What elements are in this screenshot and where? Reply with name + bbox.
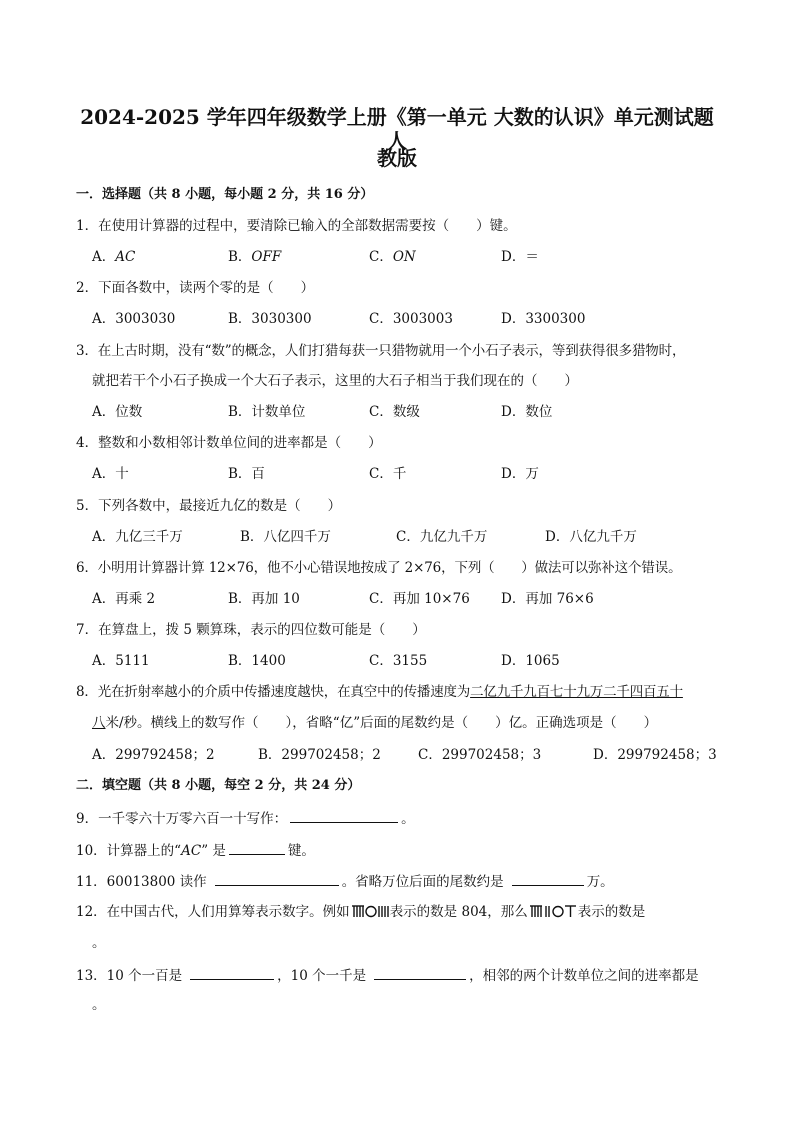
question-5-stem: 5．下列各数中，最接近九亿的数是（ ） (76, 498, 342, 514)
question-5-option-b: B．八亿四千万 (240, 529, 331, 545)
question-8-option-b: B．299702458；2 (258, 747, 381, 763)
question-8-stem-line1: 8．光在折射率越小的介质中传播速度越快，在真空中的传播速度为二亿九千九百七十九万二千四百五十 (76, 684, 683, 700)
answer-blank[interactable] (290, 808, 398, 823)
section-heading-choice: 一．选择题（共 8 小题，每小题 2 分，共 16 分） (76, 187, 374, 202)
question-3-option-a: A．位数 (92, 404, 143, 420)
question-4-option-b: B．百 (228, 466, 265, 482)
question-8-underlined-number: 二亿九千九百七十九万二千四百五十 (470, 684, 683, 700)
question-1-option-a: A．AC (92, 249, 136, 265)
question-1-option-b: B．OFF (228, 249, 282, 265)
question-8-option-a: A．299792458；2 (92, 747, 215, 763)
question-1-option-d: D．＝ (501, 249, 539, 265)
question-2-option-a: A．3003030 (92, 311, 176, 327)
counting-rod-number-icon (529, 904, 577, 918)
question-2-option-d: D．3300300 (501, 311, 586, 327)
question-4-option-c: C．千 (369, 466, 407, 482)
question-3-stem-line1: 3．在上古时期，没有“数”的概念，人们打猎每获一只猎物就用一个小石子表示，等到获得很多猎物时， (76, 343, 686, 359)
question-3-option-d: D．数位 (501, 404, 553, 420)
page-title-line2: 教版 (377, 146, 417, 170)
question-2-stem: 2．下面各数中，读两个零的是（ ） (76, 280, 315, 296)
question-5-option-c: C．九亿九千万 (396, 529, 488, 545)
question-1-option-c: C．ON (369, 249, 416, 265)
question-4-option-a: A．十 (92, 466, 129, 482)
question-2-option-b: B．3030300 (228, 311, 312, 327)
question-6-option-d: D．再加 76×6 (501, 591, 594, 607)
question-6-stem: 6．小明用计算器计算 12×76，他不小心错误地按成了 2×76，下列（ ）做法可以弥补这个错误。 (76, 560, 682, 576)
answer-blank[interactable] (512, 871, 584, 886)
question-10: 10．计算器上的“AC” 是 键。 (76, 840, 315, 860)
section-heading-fill: 二．填空题（共 8 小题，每空 2 分，共 24 分） (76, 778, 361, 793)
question-6-option-b: B．再加 10 (228, 591, 300, 607)
question-1-stem: 1．在使用计算器的过程中，要清除已输入的全部数据需要按（ ）键。 (76, 218, 517, 234)
question-3-option-b: B．计数单位 (228, 404, 306, 420)
question-8-option-d: D．299792458；3 (593, 747, 717, 763)
question-2-option-c: C．3003003 (369, 311, 453, 327)
counting-rod-804-icon (351, 904, 389, 918)
question-6-option-c: C．再加 10×76 (369, 591, 470, 607)
question-6-option-a: A．再乘 2 (92, 591, 156, 607)
question-11: 11．60013800 读作 。省略万位后面的尾数约是 万。 (76, 871, 614, 891)
question-7-option-c: C．3155 (369, 653, 428, 669)
question-8-stem-line2: 八米/秒。横线上的数写作（ ），省略“亿”后面的尾数约是（ ）亿。正确选项是（ ） (92, 715, 658, 731)
answer-blank[interactable] (190, 965, 274, 980)
question-8-option-c: C．299702458；3 (418, 747, 542, 763)
question-3-stem-line2: 就把若干个小石子换成一个大石子表示，这里的大石子相当于我们现在的（ ） (92, 373, 578, 389)
answer-blank[interactable] (229, 840, 285, 855)
question-3-option-c: C．数级 (369, 404, 420, 420)
question-9: 9．一千零六十万零六百一十写作： 。 (76, 808, 415, 828)
answer-blank[interactable] (374, 965, 466, 980)
question-7-stem: 7．在算盘上，拨 5 颗算珠，表示的四位数可能是（ ） (76, 622, 426, 638)
question-7-option-a: A．5111 (92, 653, 150, 669)
question-7-option-b: B．1400 (228, 653, 286, 669)
question-13-line1: 13．10 个一百是 ，10 个一千是 ，相邻的两个计数单位之间的进率都是 (76, 965, 699, 985)
question-5-option-d: D．八亿九千万 (545, 529, 637, 545)
page-title-line1: 2024-2025 学年四年级数学上册《第一单元 大数的认识》单元测试题 人 (80, 105, 714, 153)
question-4-stem: 4．整数和小数相邻计数单位间的进率都是（ ） (76, 435, 382, 451)
answer-blank[interactable] (215, 871, 339, 886)
question-7-option-d: D．1065 (501, 653, 560, 669)
question-12-line1: 12．在中国古代，人们用算筹表示数字。例如 表示的数是 804，那么 表示的数是 (76, 904, 646, 920)
question-12-line2: 。 (92, 935, 106, 951)
question-4-option-d: D．万 (501, 466, 539, 482)
question-5-option-a: A．九亿三千万 (92, 529, 183, 545)
question-13-line2: 。 (92, 997, 106, 1013)
